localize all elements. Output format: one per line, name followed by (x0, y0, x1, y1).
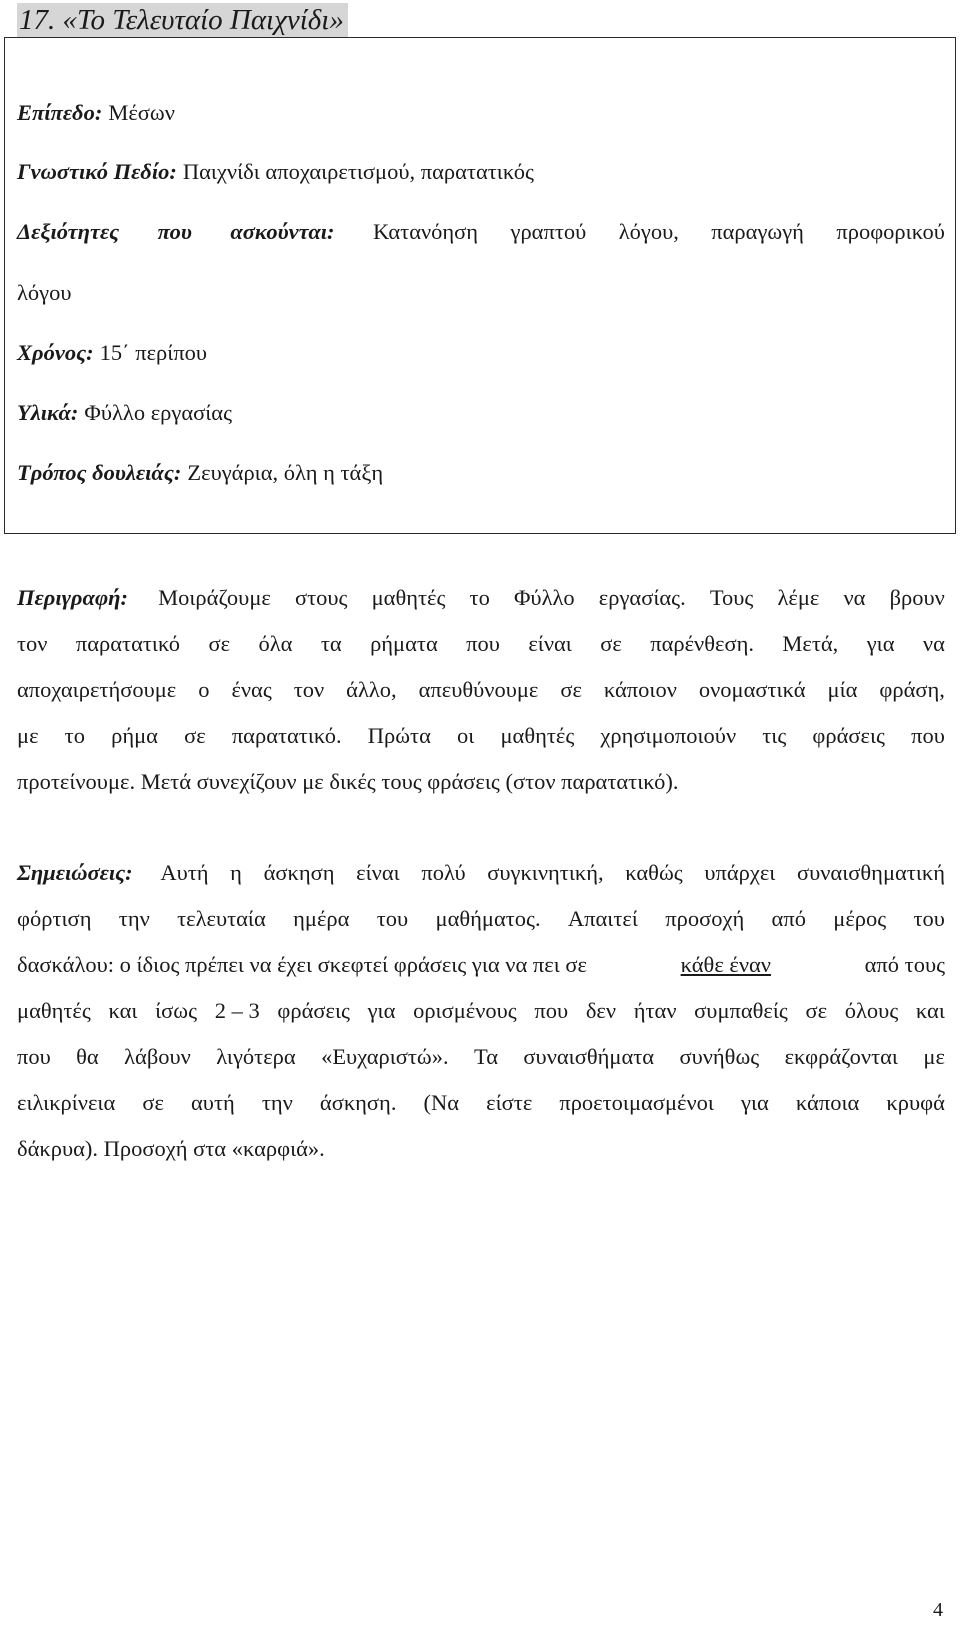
description-word: βρουν (889, 585, 945, 610)
description-word: ένας (231, 677, 272, 702)
notes-word: κρυφά (886, 1090, 945, 1115)
description-word: Τους (709, 585, 754, 610)
description-line (17, 583, 945, 613)
description-word: τα (320, 631, 342, 656)
notes-word: τελευταία (177, 906, 266, 931)
description-word: Μετά, (782, 631, 839, 656)
level-row (17, 98, 945, 128)
notes-word: φράσεις (277, 998, 350, 1023)
notes-word: πολύ (421, 860, 466, 885)
description-word: εργασίας. (598, 585, 686, 610)
notes-line (17, 1042, 945, 1072)
skills-row-continued (17, 278, 945, 308)
description-word: άλλο, (346, 677, 397, 702)
notes-word: φόρτιση (17, 906, 92, 931)
description-word: απευθύνουμε (418, 677, 539, 702)
notes-word: «Ευχαριστώ». (321, 1044, 449, 1069)
skills-label-word: Δεξιότητες (17, 219, 120, 244)
notes-word: όλους (844, 998, 899, 1023)
notes-word: είναι (356, 860, 400, 885)
description-word: παρατατικό (75, 631, 181, 656)
description-line (17, 767, 945, 797)
notes-word: καθώς (625, 860, 683, 885)
notes-word: συμπαθείς (694, 998, 788, 1023)
notes-word: η (230, 860, 242, 885)
description-word: με (17, 723, 39, 748)
notes-word: ίσως (155, 998, 198, 1023)
notes-word: κάποια (795, 1090, 860, 1115)
notes-word: άσκηση (263, 860, 335, 885)
description-word: να (922, 631, 945, 656)
description-word: παρένθεση. (650, 631, 754, 656)
field-row (17, 157, 945, 187)
notes-word: με (923, 1044, 945, 1069)
notes-word: (Να (423, 1090, 460, 1115)
description-word: τον (293, 677, 325, 702)
notes-word: αυτή (191, 1090, 235, 1115)
notes-word: λιγότερα (216, 1044, 296, 1069)
skills-value-word: λόγου, (618, 219, 679, 244)
notes-line (17, 996, 945, 1026)
notes-word: προετοιμασμένοι (559, 1090, 714, 1115)
description-word: χρησιμοποιούν (600, 723, 737, 748)
notes-word: που (17, 1044, 51, 1069)
notes-word: και (915, 998, 945, 1023)
notes-word: για (367, 998, 396, 1023)
notes-word: συνήθως (679, 1044, 760, 1069)
notes-word: θα (76, 1044, 99, 1069)
description-word: φράσεις (812, 723, 885, 748)
notes-word: συναισθήματα (523, 1044, 655, 1069)
description-word: τον (17, 631, 48, 656)
notes-underlined-phrase: κάθε έναν (680, 952, 771, 977)
notes-word: Αυτή (160, 860, 209, 885)
notes-word: σε (142, 1090, 164, 1115)
time-row (17, 338, 945, 368)
notes-line (17, 950, 945, 980)
skills-label-word: που (157, 219, 192, 244)
skills-value-continued: λόγου (17, 280, 72, 305)
description-word: οι (457, 723, 475, 748)
description-word: Φύλλο (513, 585, 575, 610)
notes-word: συγκινητική, (487, 860, 604, 885)
notes-word: που (534, 998, 569, 1023)
notes-word: υπάρχει (704, 860, 776, 885)
notes-word: ήταν (633, 998, 677, 1023)
description-word: μαθητές (500, 723, 575, 748)
notes-line (17, 1088, 945, 1118)
description-word: που (911, 723, 945, 748)
notes-word: ημέρα (293, 906, 350, 931)
skills-value-word: Κατανόηση (372, 219, 479, 244)
description-word: παρατατικό. (231, 723, 342, 748)
notes-word: Απαιτεί (567, 906, 638, 931)
description-word: τις (762, 723, 787, 748)
skills-value-word: γραπτού (510, 219, 587, 244)
field-label: Γνωστικό Πεδίο: (17, 159, 177, 184)
description-word: σε (600, 631, 622, 656)
description-word: όλα (258, 631, 293, 656)
skills-value-word: προφορικού (836, 219, 945, 244)
description-word: σε (208, 631, 231, 656)
description-word: Πρώτα (367, 723, 431, 748)
description-word: κάποιον (603, 677, 677, 702)
notes-word: την (118, 906, 150, 931)
notes-word: δεν (585, 998, 617, 1023)
page-number: 4 (933, 1599, 943, 1621)
exercise-title: 17. «Το Τελευταίο Παιχνίδι» (17, 3, 348, 37)
notes-word: και (108, 998, 138, 1023)
description-word: το (64, 723, 85, 748)
description-label: Περιγραφή: (17, 585, 128, 610)
materials-row (17, 398, 945, 428)
exercise-info-box (4, 37, 956, 534)
description-word: φράση, (879, 677, 945, 702)
notes-line (17, 904, 945, 934)
description-word: ρήματα (370, 631, 438, 656)
description-word: αποχαιρετήσουμε (17, 677, 177, 702)
description-word: λέμε (777, 585, 820, 610)
level-value: Μέσων (108, 100, 175, 125)
description-word: που (466, 631, 500, 656)
notes-word: του (913, 906, 945, 931)
notes-line-start: δασκάλου: ο ίδιος πρέπει να έχει σκεφτεί φράσεις για να πει σε (17, 952, 587, 977)
description-word: το (469, 585, 490, 610)
notes-word: άσκηση. (319, 1090, 397, 1115)
description-word: μία (827, 677, 858, 702)
description-word: να (843, 585, 866, 610)
description-word: στους (294, 585, 348, 610)
time-value: 15΄ περίπου (99, 340, 208, 365)
field-value: Παιχνίδι αποχαιρετισμού, παρατατικός (182, 159, 534, 184)
skills-label-word: ασκούνται: (230, 219, 335, 244)
level-label: Επίπεδο: (17, 100, 103, 125)
skills-row (17, 217, 945, 247)
notes-line (17, 1134, 945, 1164)
notes-word: σε (805, 998, 828, 1023)
notes-word: του (376, 906, 409, 931)
description-word: είναι (528, 631, 572, 656)
description-word: σε (560, 677, 582, 702)
notes-word: μέρος (833, 906, 887, 931)
notes-word: 2 – 3 (214, 998, 260, 1023)
notes-word: μαθήματος. (435, 906, 541, 931)
notes-word: από (771, 906, 806, 931)
notes-line (17, 858, 945, 888)
notes-word: ειλικρίνεια (17, 1090, 116, 1115)
description-word: ρήμα (111, 723, 158, 748)
notes-word: μαθητές (17, 998, 91, 1023)
notes-word: ορισμένους (413, 998, 517, 1023)
mode-value: Ζευγάρια, όλη η τάξη (187, 460, 384, 485)
description-last-line: προτείνουμε. Μετά συνεχίζουν με δικές τους φράσεις (στον παρατατικό). (17, 769, 679, 794)
description-word: Μοιράζουμε (158, 585, 271, 610)
description-word: ονομαστικά (698, 677, 806, 702)
notes-word: είστε (486, 1090, 533, 1115)
description-word: για (866, 631, 895, 656)
notes-line-end: από τους (864, 952, 945, 977)
description-line (17, 721, 945, 751)
notes-word: εκφράζονται (784, 1044, 898, 1069)
notes-word: την (261, 1090, 293, 1115)
description-word: σε (184, 723, 206, 748)
notes-last-line: δάκρυα). Προσοχή στα «καρφιά». (17, 1136, 325, 1161)
mode-row (17, 458, 945, 488)
notes-word: συναισθηματική (796, 860, 945, 885)
skills-value-word: παραγωγή (711, 219, 804, 244)
notes-label: Σημειώσεις: (17, 860, 133, 885)
notes-word: Τα (474, 1044, 499, 1069)
notes-word: λάβουν (124, 1044, 191, 1069)
description-line (17, 675, 945, 705)
description-word: μαθητές (371, 585, 446, 610)
description-line (17, 629, 945, 659)
time-label: Χρόνος: (17, 340, 94, 365)
materials-value: Φύλλο εργασίας (84, 400, 232, 425)
mode-label: Τρόπος δουλειάς: (17, 460, 182, 485)
description-word: ο (198, 677, 210, 702)
notes-word: για (741, 1090, 769, 1115)
notes-word: προσοχή (665, 906, 745, 931)
materials-label: Υλικά: (17, 400, 79, 425)
